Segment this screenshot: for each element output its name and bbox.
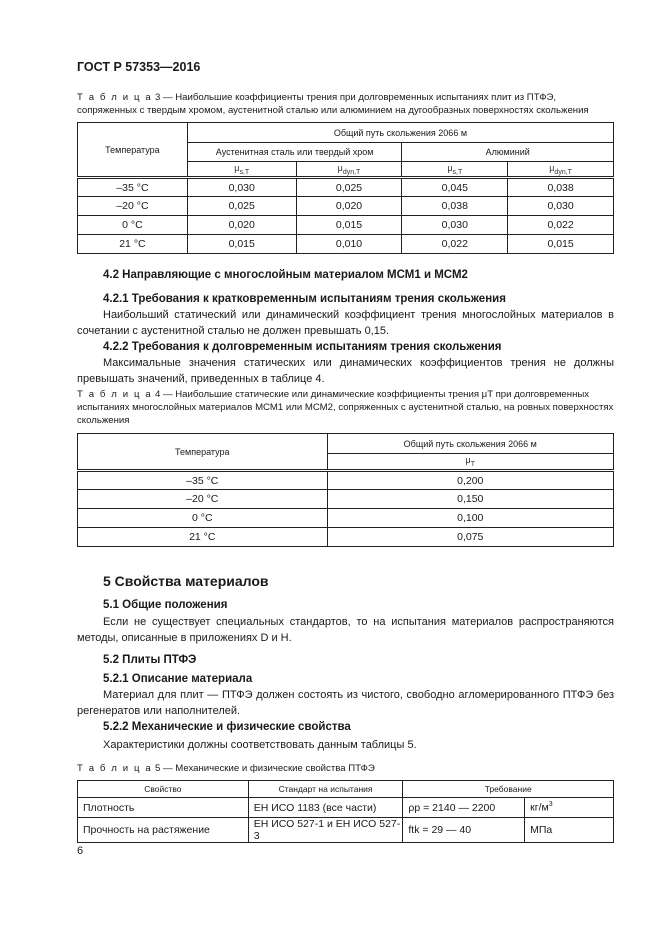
table5-header-property: Свойство xyxy=(78,781,249,798)
table4-header-temperature: Температура xyxy=(78,434,328,471)
section-4-2-1-text: Наибольший статический или динамический коэффициент трения многослойных материалов в сочетании с аустенитной сталью не должен превышать 0,15. xyxy=(77,309,614,337)
section-5-2-1-title: 5.2.1 Описание материала xyxy=(103,673,253,685)
section-5-2-title: 5.2 Плиты ПТФЭ xyxy=(103,654,197,666)
table-row: –20 °C 0,025 0,020 0,038 0,030 xyxy=(78,197,614,216)
table3-header-mu-dyn-steel: $\mu_{dyn,T}$ xyxy=(296,162,402,178)
table-row: –35 °C 0,200 xyxy=(78,471,614,490)
document-header: ГОСТ Р 57353—2016 xyxy=(77,60,201,74)
section-5-2-1-text: Материал для плит — ПТФЭ должен состоять из чистого, свободно агломерированного ПТФЭ без регенератов или наполнителей. xyxy=(77,689,614,717)
table4-caption: Т а б л и ц а 4 — Наибольшие статические или динамические коэффициенты трения μT при долговременных испытаниях многослойных материалов МСМ1 или МСМ2, сопряженных с аустенитной сталью, на ровных поверхностях скольжения xyxy=(77,389,614,426)
table-row: –20 °C 0,150 xyxy=(78,490,614,509)
section-4-2-2-text: Максимальные значения статических или динамических коэффициентов трения не должны превышать значений, приведенных в таблице 4. xyxy=(77,357,614,385)
table5-header-standard: Стандарт на испытания xyxy=(248,781,403,798)
table-row: 0 °C 0,020 0,015 0,030 0,022 xyxy=(78,216,614,235)
table3-caption: Т а б л и ц а 3 — Наибольшие коэффициенты трения при долговременных испытаниях плит из ПТФЭ, сопряженных с твердым хромом, аустенитной сталью или алюминием на дугообразных поверхностях скольжения xyxy=(77,92,589,116)
section-5-title: 5 Свойства материалов xyxy=(103,573,269,589)
table3-header-path: Общий путь скольжения 2066 м xyxy=(187,123,613,143)
table4-header-mu-t: $\mu_T$ xyxy=(327,454,613,471)
table3-header-mu-s-steel: $\mu_{s,T}$ xyxy=(187,162,296,178)
table5 xyxy=(77,780,614,843)
section-5-2-2-title: 5.2.2 Механические и физические свойства xyxy=(103,721,351,733)
section-4-2-2-title: 4.2.2 Требования к долговременным испытаниям трения скольжения xyxy=(103,341,502,353)
table-row: 21 °C 0,015 0,010 0,022 0,015 xyxy=(78,235,614,254)
table4-header-path: Общий путь скольжения 2066 м xyxy=(327,434,613,454)
page-number: 6 xyxy=(77,845,84,857)
table-row: 0 °C 0,100 xyxy=(78,509,614,528)
section-5-1-text: Если не существует специальных стандартов, то на испытания материалов распространяются методы, описанные в приложениях D и H. xyxy=(77,616,614,644)
table5-caption: Т а б л и ц а 5 — Механические и физические свойства ПТФЭ xyxy=(77,763,375,774)
table-row: Прочность на растяжение ЕН ИСО 527-1 и ЕН ИСО 527-3 ftk = 29 — 40 МПа xyxy=(78,818,614,843)
table-row: Плотность ЕН ИСО 1183 (все части) ρp = 2140 — 2200 $кг/м^3$ xyxy=(78,798,614,818)
section-5-2-2-text: Характеристики должны соответствовать данным таблицы 5. xyxy=(103,739,417,751)
section-4-2-1-title: 4.2.1 Требования к кратковременным испытаниям трения скольжения xyxy=(103,293,506,305)
table3-header-aluminium: Алюминий xyxy=(402,143,614,162)
table4 xyxy=(77,433,614,547)
section-4-2-title: 4.2 Направляющие с многослойным материалом МСМ1 и МСМ2 xyxy=(103,269,468,281)
section-5-1-title: 5.1 Общие положения xyxy=(103,599,228,611)
table3 xyxy=(77,122,614,254)
table3-header-mu-s-al: $\mu_{s,T}$ xyxy=(402,162,508,178)
table3-header-steel: Аустенитная сталь или твердый хром xyxy=(187,143,402,162)
table-row: 21 °C 0,075 xyxy=(78,528,614,547)
table5-header-requirement: Требование xyxy=(403,781,614,798)
table3-header-temperature: Температура xyxy=(78,123,188,178)
table-row: –35 °C 0,030 0,025 0,045 0,038 xyxy=(78,178,614,197)
table3-header-mu-dyn-al: $\mu_{dyn,T}$ xyxy=(508,162,614,178)
